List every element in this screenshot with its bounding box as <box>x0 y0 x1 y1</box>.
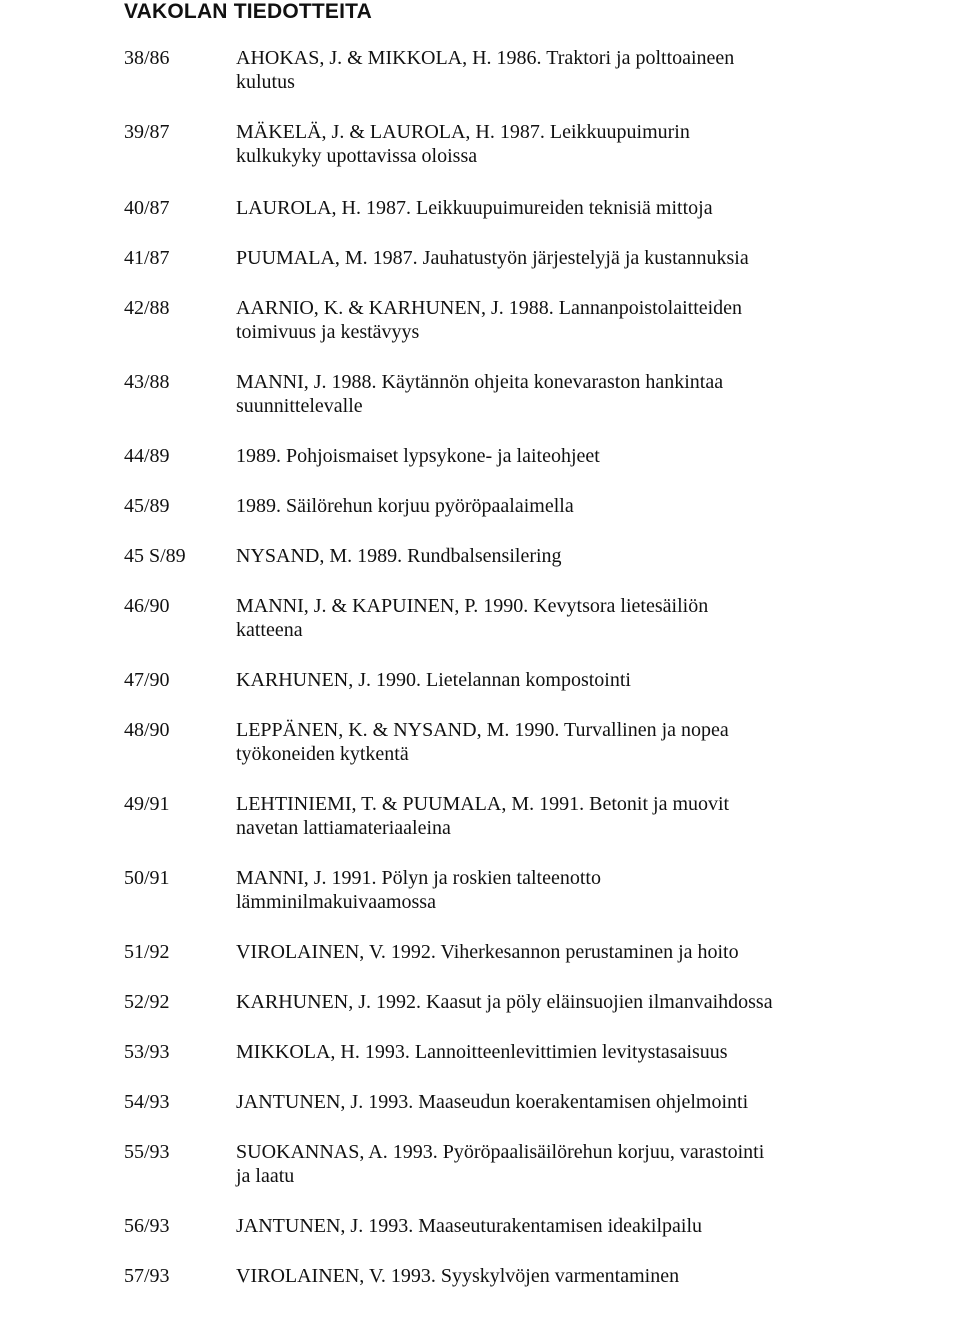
entry-citation <box>236 444 826 468</box>
entry-citation <box>236 594 826 642</box>
entry-citation-line: JANTUNEN, J. 1993. Maaseuturakentamisen ideakilpailu <box>236 1215 703 1237</box>
entry-citation <box>236 1090 826 1114</box>
entry-citation-line: JANTUNEN, J. 1993. Maaseudun koerakentamisen ohjelmointi <box>236 1091 749 1113</box>
entry-number: 41/87 <box>124 247 170 269</box>
entry-citation-line: KARHUNEN, J. 1990. Lietelannan kompostointi <box>236 669 631 691</box>
entry-citation-line: lämminilmakuivaamossa <box>236 891 436 913</box>
entry-citation-line: katteena <box>236 619 303 641</box>
entry-citation <box>236 668 826 692</box>
entry-number: 42/88 <box>124 297 170 319</box>
entry-number: 43/88 <box>124 371 170 393</box>
entry-number: 40/87 <box>124 197 170 219</box>
entry-citation-line: MANNI, J. 1988. Käytännön ohjeita konevaraston hankintaa <box>236 371 724 393</box>
entry-citation <box>236 246 826 270</box>
entry-citation <box>236 494 826 518</box>
entry-citation-line: 1989. Säilörehun korjuu pyöröpaalaimella <box>236 495 574 517</box>
entry-number: 49/91 <box>124 793 170 815</box>
entry-number: 54/93 <box>124 1091 170 1113</box>
entry-number: 44/89 <box>124 445 170 467</box>
entry-number: 46/90 <box>124 595 170 617</box>
entry-citation <box>236 990 826 1014</box>
entry-number: 56/93 <box>124 1215 170 1237</box>
entry-citation <box>236 1040 826 1064</box>
entry-citation-line: suunnittelevalle <box>236 395 363 417</box>
entry-citation <box>236 1214 826 1238</box>
entry-citation-line: SUOKANNAS, A. 1993. Pyöröpaalisäilörehun korjuu, varastointi <box>236 1141 765 1163</box>
entry-citation <box>236 1140 826 1188</box>
entry-number: 53/93 <box>124 1041 170 1063</box>
entry-citation-line: 1989. Pohjoismaiset lypsykone- ja laiteohjeet <box>236 445 600 467</box>
entry-citation-line: NYSAND, M. 1989. Rundbalsensilering <box>236 545 562 567</box>
page-title: VAKOLAN TIEDOTTEITA <box>124 0 373 23</box>
entry-citation-line: MANNI, J. & KAPUINEN, P. 1990. Kevytsora lietesäiliön <box>236 595 709 617</box>
entry-number: 38/86 <box>124 47 170 69</box>
entry-citation-line: MÄKELÄ, J. & LAUROLA, H. 1987. Leikkuupuimurin <box>236 121 690 143</box>
entry-citation <box>236 544 826 568</box>
entry-number: 45 S/89 <box>124 545 186 567</box>
entry-number: 52/92 <box>124 991 170 1013</box>
entry-citation-line: MANNI, J. 1991. Pölyn ja roskien talteenotto <box>236 867 601 889</box>
entry-citation-line: MIKKOLA, H. 1993. Lannoitteenlevittimien levitystasaisuus <box>236 1041 728 1063</box>
entry-citation <box>236 196 826 220</box>
entry-citation <box>236 866 826 914</box>
entry-number: 45/89 <box>124 495 170 517</box>
entry-number: 39/87 <box>124 121 170 143</box>
entry-citation-line: KARHUNEN, J. 1992. Kaasut ja pöly eläinsuojien ilmanvaihdossa <box>236 991 773 1013</box>
entry-citation-line: navetan lattiamateriaaleina <box>236 817 451 839</box>
entry-citation-line: PUUMALA, M. 1987. Jauhatustyön järjestelyjä ja kustannuksia <box>236 247 749 269</box>
entry-citation <box>236 120 826 168</box>
entry-citation-line: AARNIO, K. & KARHUNEN, J. 1988. Lannanpoistolaitteiden <box>236 297 743 319</box>
entry-citation <box>236 792 826 840</box>
entry-citation-line: kulkukyky upottavissa oloissa <box>236 145 478 167</box>
entry-number: 48/90 <box>124 719 170 741</box>
entry-citation <box>236 718 826 766</box>
entry-citation-line: kulutus <box>236 71 295 93</box>
entry-citation-line: LEHTINIEMI, T. & PUUMALA, M. 1991. Betonit ja muovit <box>236 793 730 815</box>
entry-citation-line: LEPPÄNEN, K. & NYSAND, M. 1990. Turvallinen ja nopea <box>236 719 729 741</box>
entry-citation <box>236 1264 826 1288</box>
entry-citation <box>236 370 826 418</box>
entry-citation <box>236 46 826 94</box>
entry-citation-line: VIROLAINEN, V. 1992. Viherkesannon perustaminen ja hoito <box>236 941 739 963</box>
entry-number: 47/90 <box>124 669 170 691</box>
entry-citation-line: LAUROLA, H. 1987. Leikkuupuimureiden teknisiä mittoja <box>236 197 713 219</box>
entry-number: 50/91 <box>124 867 170 889</box>
entry-citation-line: työkoneiden kytkentä <box>236 743 409 765</box>
entry-citation-line: ja laatu <box>236 1165 295 1187</box>
entry-number: 57/93 <box>124 1265 170 1287</box>
entry-citation-line: toimivuus ja kestävyys <box>236 321 420 343</box>
entry-citation-line: AHOKAS, J. & MIKKOLA, H. 1986. Traktori ja polttoaineen <box>236 47 735 69</box>
entry-number: 51/92 <box>124 941 170 963</box>
entry-number: 55/93 <box>124 1141 170 1163</box>
entry-citation <box>236 296 826 344</box>
entry-citation <box>236 940 826 964</box>
entry-citation-line: VIROLAINEN, V. 1993. Syyskylvöjen varmentaminen <box>236 1265 680 1287</box>
